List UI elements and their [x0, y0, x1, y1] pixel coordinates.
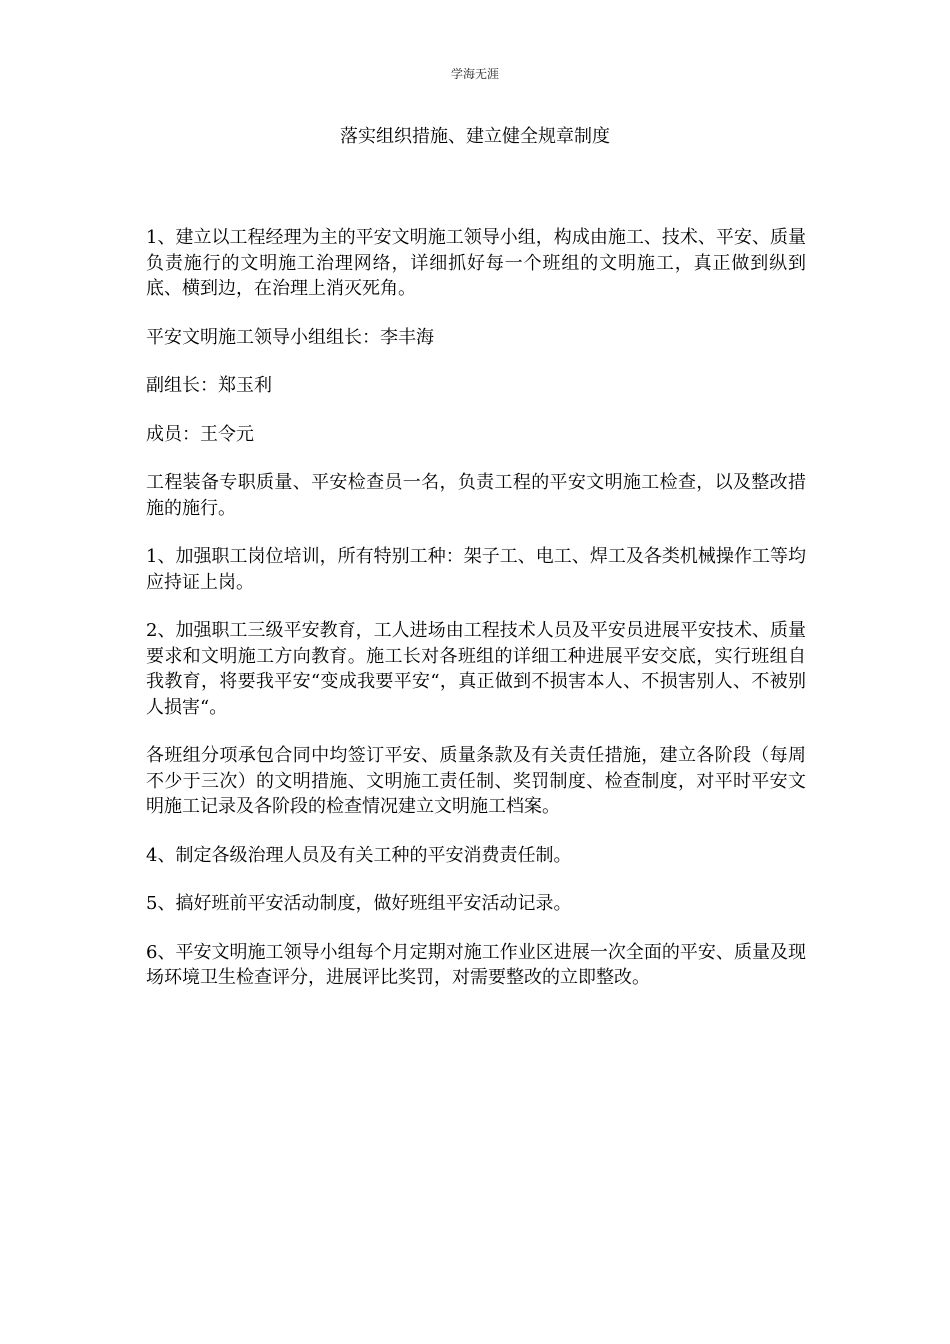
paragraph: 4、制定各级治理人员及有关工种的平安消费责任制。: [146, 844, 572, 866]
paragraph: 各班组分项承包合同中均签订平安、质量条款及有关责任措施，建立各阶段（每周不少于三次）的文明措施、文明施工责任制、奖罚制度、检查制度，对平时平安文明施工记录及各阶段的检查情况建立文明施工档案。: [146, 745, 806, 817]
paragraph: 2、加强职工三级平安教育，工人进场由工程技术人员及平安员进展平安技术、质量要求和文明施工方向教育。施工长对各班组的详细工种进展平安交底，实行班组自我教育，将要我平安“变成我要平安“，真正做到不损害本人、不损害别人、不被别人损害“。: [146, 620, 806, 718]
paragraph: 平安文明施工领导小组组长：李丰海: [146, 326, 434, 348]
paragraph: 工程装备专职质量、平安检查员一名，负责工程的平安文明施工检查，以及整改措施的施行。: [146, 472, 806, 519]
paragraph: 副组长：郑玉利: [146, 375, 272, 396]
paragraph: 5、搞好班前平安活动制度，做好班组平安活动记录。: [146, 893, 572, 914]
paragraph: 1、建立以工程经理为主的平安文明施工领导小组，构成由施工、技术、平安、质量负责施行的文明施工治理网络，详细抓好每一个班组的文明施工，真正做到纵到底、横到边，在治理上消灭死角。: [146, 227, 806, 299]
paragraph: 6、平安文明施工领导小组每个月定期对施工作业区进展一次全面的平安、质量及现场环境卫生检查评分，进展评比奖罚，对需要整改的立即整改。: [146, 941, 806, 988]
paragraph: 1、加强职工岗位培训，所有特别工种：架子工、电工、焊工及各类机械操作工等均应持证上岗。: [146, 546, 806, 593]
paragraph: 成员：王令元: [146, 423, 254, 445]
document-body: [146, 225, 806, 1014]
page-header: 学海无涯: [450, 67, 499, 81]
document-title: 落实组织措施、建立健全规章制度: [340, 126, 610, 147]
